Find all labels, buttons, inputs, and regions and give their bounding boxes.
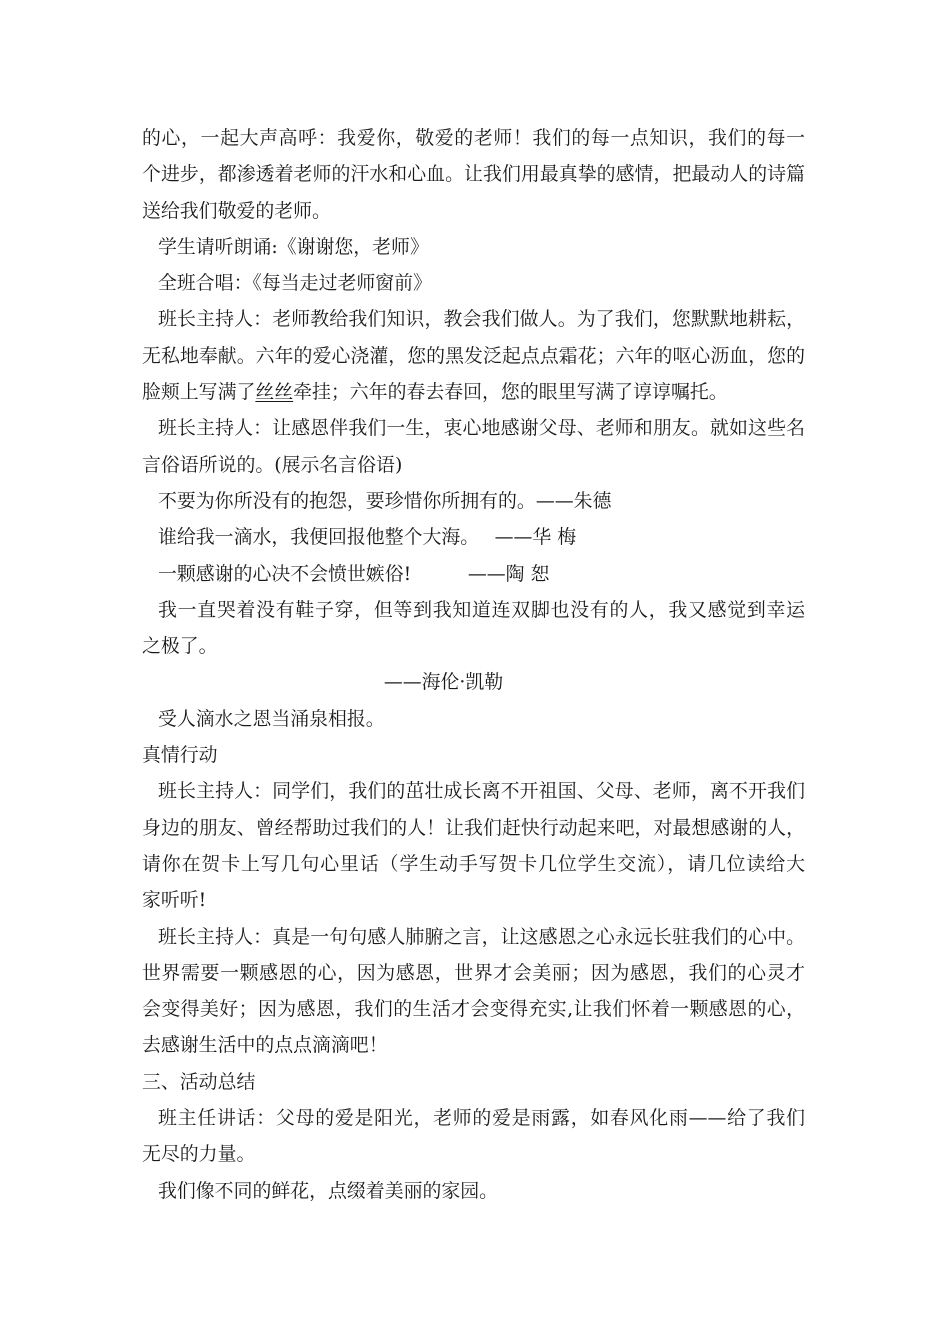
text-line: 班长主持人：真是一句句感人肺腑之言，让这感恩之心永远长驻我们的心中。: [158, 925, 805, 948]
paragraph-p4-monitor-host-teacher: [142, 301, 805, 410]
text-line: ——海伦·凯勒: [383, 671, 504, 694]
text-line: 学生请听朗诵:《谢谢您，老师》: [158, 235, 429, 258]
text-line: 的心，一起大声高呼：我爱你，敬爱的老师！我们的每一点知识，我们的每一: [142, 127, 805, 149]
paragraph-p8-quote-taoshu: [142, 556, 805, 592]
text-line: 身边的朋友、曾经帮助过我们的人！让我们赶快行动起来吧，对最想感谢的人，: [142, 816, 805, 839]
text-line: 无私地奉献。六年的爱心浇灌，您的黑发泛起点点霜花；六年的呕心沥血，您的: [142, 344, 805, 367]
text-line: 三、活动总结: [142, 1070, 256, 1093]
paragraph-p3-class-chorus: [142, 265, 805, 301]
text-line: 一颗感谢的心决不会愤世嫉俗! ——陶 恕: [158, 562, 550, 585]
text-line: 去感谢生活中的点点滴滴吧！: [142, 1034, 388, 1057]
text-line: 不要为你所没有的抱怨，要珍惜你所拥有的。——朱德: [158, 489, 612, 512]
underlined-text: 丝丝: [255, 381, 294, 404]
text-line: 谁给我一滴水，我便回报他整个大海。 ——华 梅: [158, 526, 577, 549]
text-line: 世界需要一颗感恩的心，因为感恩，世界才会美丽；因为感恩，我们的心灵才: [142, 961, 805, 984]
text-line: 我们像不同的鲜花，点缀着美丽的家园。: [158, 1179, 499, 1202]
paragraph-p11-quote-spring: [142, 701, 805, 737]
paragraph-p6-quote-zhude: [142, 483, 805, 519]
paragraph-p9-quote-shoes: [142, 592, 805, 665]
paragraph-p5-monitor-host-gratitude: [142, 410, 805, 483]
text-line: 班长主持人：老师教给我们知识，教会我们做人。为了我们，您默默地耕耘，: [158, 308, 805, 331]
text-line: 班长主持人：让感恩伴我们一生，衷心地感谢父母、老师和朋友。就如这些名: [158, 417, 805, 440]
paragraph-p13-monitor-host-cards: [142, 773, 805, 918]
text-line: 言俗语所说的。(展示名言俗语): [142, 453, 403, 476]
text-line: 无尽的力量。: [142, 1143, 256, 1166]
paragraph-p2-recitation: [142, 229, 805, 265]
text-line: 班长主持人：同学们，我们的茁壮成长离不开祖国、父母、老师，离不开我们: [158, 780, 805, 803]
text-line: 送给我们敬爱的老师。: [142, 199, 331, 222]
paragraph-p17-flowers: [142, 1173, 805, 1209]
text-line: 全班合唱：《每当走过老师窗前》: [158, 272, 432, 295]
text-line: 之极了。: [142, 635, 218, 658]
paragraph-p16-head-teacher-speech: [142, 1100, 805, 1173]
text-line: 会变得美好；因为感恩，我们的生活才会变得充实,让我们怀着一颗感恩的心，: [142, 998, 805, 1021]
paragraph-p14-monitor-host-summary: [142, 919, 805, 1064]
paragraph-p10-quote-author-helen-keller: [142, 664, 805, 700]
paragraph-p15-section-activity-summary: [142, 1064, 805, 1100]
text-line: 真情行动: [142, 744, 218, 767]
paragraph-p7-quote-huamei: [142, 519, 805, 555]
paragraph-p12-section-true-action: [142, 737, 805, 773]
text-line: 班主任讲话：父母的爱是阳光，老师的爱是雨露，如春风化雨——给了我们: [158, 1107, 805, 1130]
text-line: 个进步，都渗透着老师的汗水和心血。让我们用最真挚的感情，把最动人的诗篇: [142, 163, 805, 186]
paragraph-p1-continued-teacher-praise: [142, 120, 805, 229]
text-line: 受人滴水之恩当涌泉相报。: [158, 707, 385, 730]
text-line: 脸颊上写满了丝丝牵挂；六年的春去春回，您的眼里写满了谆谆嘱托。: [142, 381, 728, 404]
document-body: [142, 120, 805, 1209]
text-line: 我一直哭着没有鞋子穿，但等到我知道连双脚也没有的人，我又感觉到幸运: [158, 598, 805, 621]
text-line: 请你在贺卡上写几句心里话（学生动手写贺卡几位学生交流），请几位读给大: [142, 852, 805, 875]
text-line: 家听听!: [142, 889, 207, 912]
